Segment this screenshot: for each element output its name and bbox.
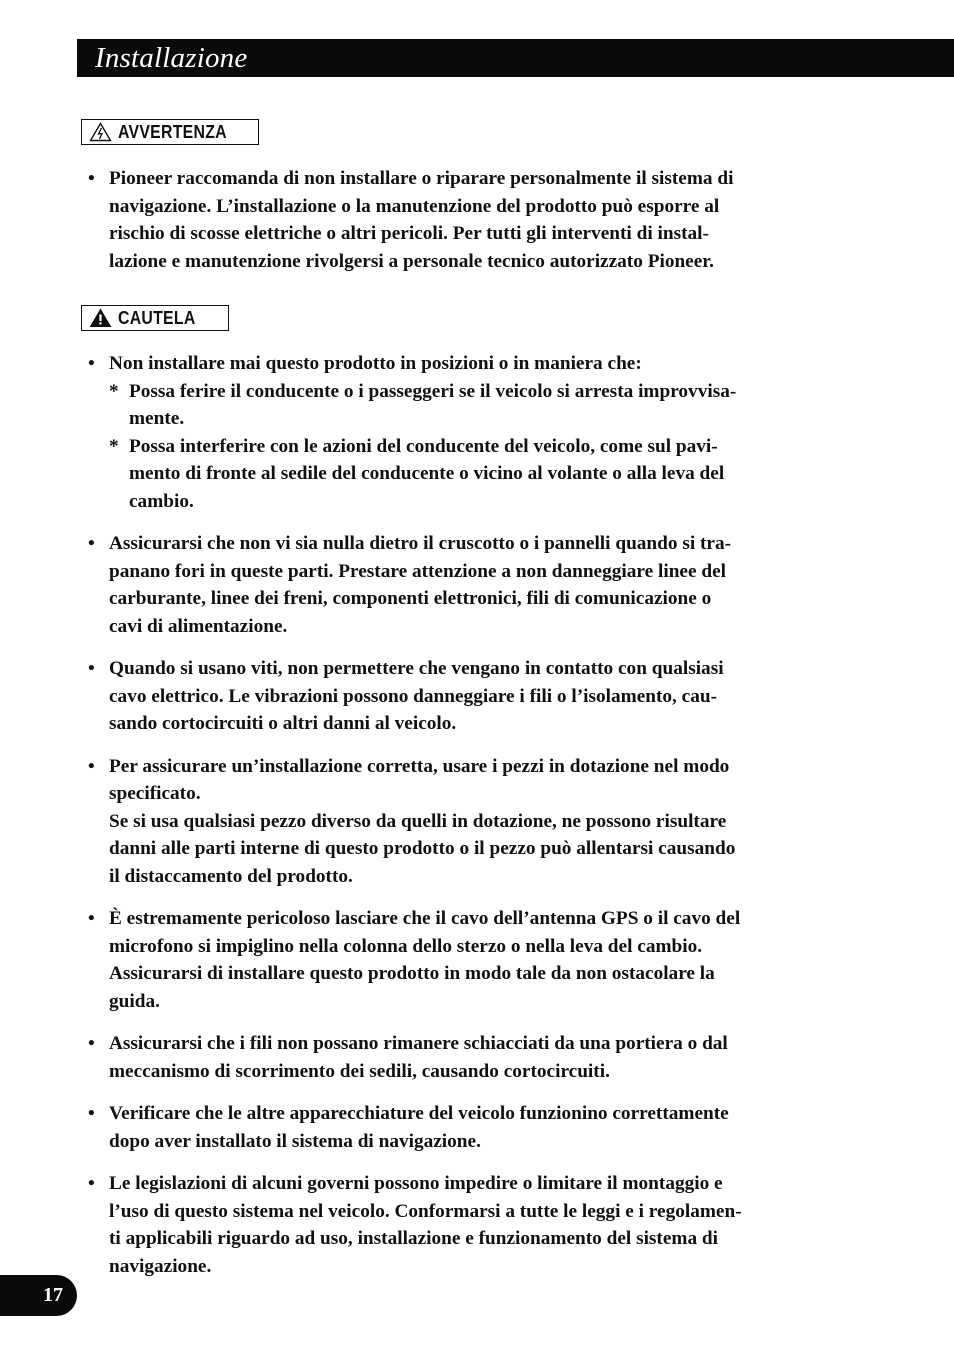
caution-label-text: CAUTELA [118,308,196,328]
text-line: cavo elettrico. Le vibrazioni possono danneggiare i fili o l’isolamento, cau- [109,685,718,707]
list-item [88,1170,860,1280]
text-line: danni alle parti interne di questo prodotto o il pezzo può allentarsi causando [109,838,736,859]
warning-label [81,119,259,145]
bullet-marker: • [88,1173,95,1194]
lightning-warning-icon [89,122,112,142]
page-number-tab [0,1275,77,1316]
text-line: Possa ferire il conducente o i passeggeri se il veicolo si arresta improvvisa- [129,380,737,402]
text-line: ti applicabili riguardo ad uso, installazione e funzionamento del sistema di [109,1228,719,1249]
caution-list [88,350,860,1295]
warning-label-text: AVVERTENZA [118,122,227,142]
text-line: Assicurarsi che non vi sia nulla dietro il cruscotto o i pannelli quando si tra- [109,533,732,554]
text-line: panano fori in queste parti. Prestare attenzione a non danneggiare linee del [109,560,726,582]
text-line: carburante, linee dei freni, componenti elettronici, fili di comunicazione o [109,588,712,609]
text-line: cavi di alimentazione. [109,615,288,637]
text-line: Se si usa qualsiasi pezzo diverso da quelli in dotazione, ne possono risultare [109,810,727,832]
list-item [88,350,860,515]
caution-label [81,305,229,331]
bullet-marker: • [88,908,95,929]
warning-list [88,165,860,290]
list-item [88,165,860,275]
text-line: microfono si impiglino nella colonna dello sterzo o nella leva del cambio. [109,935,703,957]
text-line: mente. [129,408,185,429]
text-line: Verificare che le altre apparecchiature del veicolo funzionino correttamente [109,1103,729,1124]
text-line: Non installare mai questo prodotto in posizioni o in maniera che: [109,353,642,374]
list-item [88,1030,860,1085]
text-line: sando cortocircuiti o altri danni al veicolo. [109,713,457,734]
bullet-marker: • [88,533,95,554]
text-line: il distaccamento del prodotto. [109,865,353,887]
text-line: Le legislazioni di alcuni governi possono impedire o limitare il montaggio e [109,1173,723,1194]
text-line: guida. [109,990,160,1012]
list-item [88,530,860,640]
text-line: È estremamente pericoloso lasciare che il cavo dell’antenna GPS o il cavo del [109,908,741,929]
text-line: Possa interferire con le azioni del conducente del veicolo, come sul pavi- [129,435,718,457]
section-title: Installazione [95,42,248,74]
sub-list-item [109,433,860,516]
text-line: Pioneer raccomanda di non installare o riparare personalmente il sistema di [109,168,734,189]
text-line: Assicurarsi di installare questo prodotto in modo tale da non ostacolare la [109,963,715,984]
text-line: lazione e manutenzione rivolgersi a personale tecnico autorizzato Pioneer. [109,250,714,272]
sub-list-item [109,378,860,433]
text-line: navigazione. L’installazione o la manutenzione del prodotto può esporre al [109,195,720,217]
sub-bullet-marker: * [109,380,119,402]
list-item [88,1100,860,1155]
text-line: rischio di scosse elettriche o altri pericoli. Per tutti gli interventi di instal- [109,223,709,244]
list-item [88,655,860,738]
bullet-marker: • [88,1033,95,1054]
text-line: cambio. [129,490,194,512]
text-line: meccanismo di scorrimento dei sedili, causando cortocircuiti. [109,1060,610,1082]
list-item [88,753,860,891]
bullet-marker: • [88,168,95,189]
text-line: dopo aver installato il sistema di navigazione. [109,1130,481,1152]
bullet-marker: • [88,1103,95,1124]
text-line: specificato. [109,783,201,804]
bullet-marker: • [88,755,95,777]
bullet-marker: • [88,353,95,374]
text-line: mento di fronte al sedile del conducente o vicino al volante o alla leva del [129,463,725,484]
text-line: navigazione. [109,1255,212,1277]
text-line: Per assicurare un’installazione corretta, usare i pezzi in dotazione nel modo [109,755,730,777]
bullet-marker: • [88,658,95,679]
exclamation-warning-icon [89,308,112,328]
list-item [88,905,860,1015]
page-number: 17 [43,1284,63,1306]
text-line: Quando si usano viti, non permettere che vengano in contatto con qualsiasi [109,658,724,679]
text-line: Assicurarsi che i fili non possano rimanere schiacciati da una portiera o dal [109,1033,728,1054]
sub-bullet-marker: * [109,435,119,457]
text-line: l’uso di questo sistema nel veicolo. Conformarsi a tutte le leggi e i regolamen- [109,1200,742,1222]
section-header-bar [77,39,954,77]
